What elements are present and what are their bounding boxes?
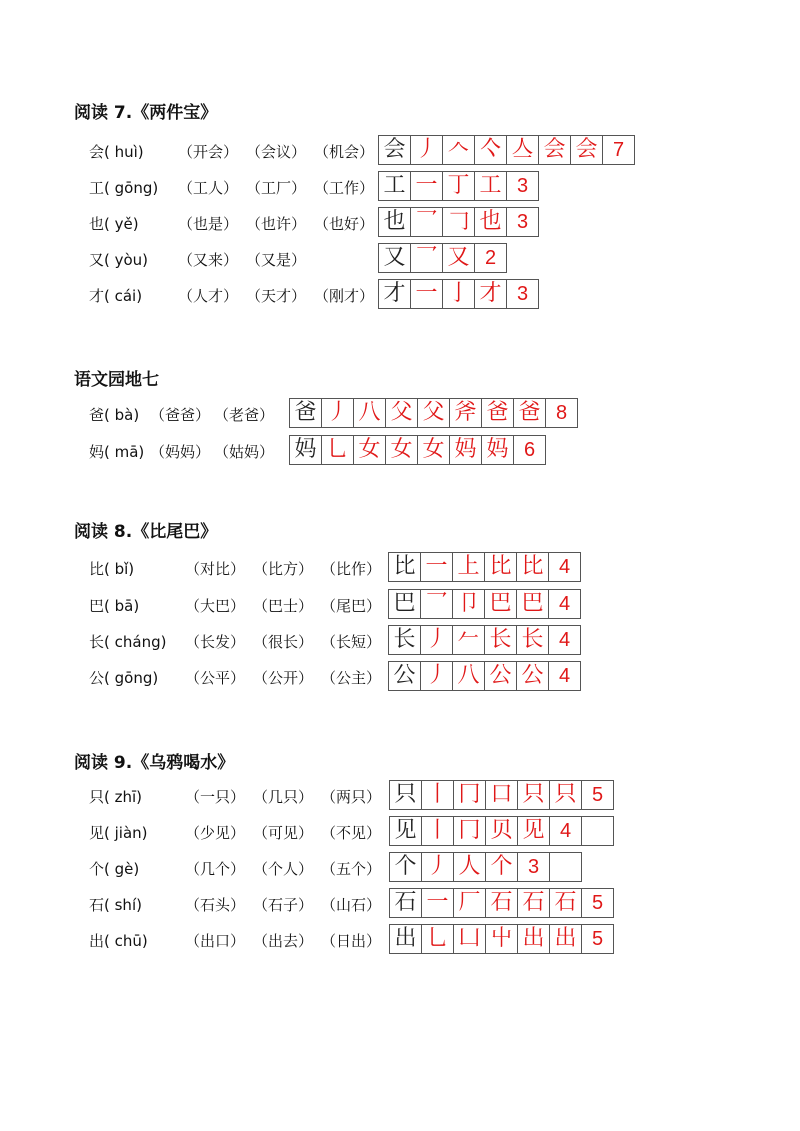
example-word: （开会） — [178, 143, 239, 161]
example-word: （也是） — [178, 215, 239, 233]
character-row — [0, 780, 800, 812]
stroke-step-cell: 乛 — [411, 207, 443, 237]
model-character-cell: 出 — [390, 924, 422, 954]
model-character-cell: 见 — [390, 816, 422, 846]
stroke-order-grid — [388, 661, 581, 691]
stroke-order-grid — [378, 171, 539, 201]
example-word: （出口） — [185, 932, 246, 950]
stroke-step-cell: 人 — [454, 852, 486, 882]
stroke-step-cell: 屮 — [486, 924, 518, 954]
stroke-step-cell: 出 — [550, 924, 582, 954]
stroke-step-cell: 比 — [517, 552, 549, 582]
example-word: （又来） — [178, 251, 239, 269]
stroke-step-cell: 卩 — [453, 589, 485, 619]
stroke-order-grid — [389, 924, 614, 954]
stroke-step-cell: 又 — [443, 243, 475, 273]
stroke-step-cell: 女 — [418, 435, 450, 465]
stroke-step-cell: 贝 — [486, 816, 518, 846]
character-row — [0, 207, 800, 239]
stroke-order-grid — [378, 207, 539, 237]
example-words — [185, 894, 389, 915]
stroke-step-cell: 八 — [354, 398, 386, 428]
stroke-count-cell: 3 — [507, 171, 539, 201]
example-words — [178, 249, 314, 270]
character-row — [0, 852, 800, 884]
model-character-cell: 会 — [379, 135, 411, 165]
character-pinyin-label: 也( yě) — [89, 215, 139, 233]
model-character-cell: 工 — [379, 171, 411, 201]
example-word: （人才） — [178, 287, 239, 305]
example-word: （山石） — [321, 896, 382, 914]
example-word: （五个） — [321, 860, 382, 878]
example-word: （也许） — [246, 215, 307, 233]
stroke-step-cell: 会 — [571, 135, 603, 165]
stroke-step-cell: 一 — [422, 888, 454, 918]
stroke-step-cell: 一 — [411, 171, 443, 201]
example-word: （天才） — [246, 287, 307, 305]
example-words — [185, 822, 389, 843]
character-row — [0, 279, 800, 311]
character-pinyin-label: 个( gè) — [89, 860, 140, 878]
stroke-step-cell: 厂 — [454, 888, 486, 918]
character-row — [0, 924, 800, 956]
example-word: （爸爸） — [150, 406, 211, 424]
stroke-step-cell: 会 — [539, 135, 571, 165]
example-word: （石子） — [253, 896, 314, 914]
stroke-step-cell: 石 — [486, 888, 518, 918]
example-words — [185, 595, 389, 616]
character-pinyin-label: 出( chū) — [89, 932, 148, 950]
example-words — [185, 558, 389, 579]
example-word: （少见） — [185, 824, 246, 842]
character-pinyin-label: 会( huì) — [89, 143, 144, 161]
stroke-step-cell: 公 — [485, 661, 517, 691]
stroke-count-cell: 5 — [582, 888, 614, 918]
stroke-order-grid — [389, 852, 582, 882]
model-character-cell: 爸 — [290, 398, 322, 428]
character-pinyin-label: 又( yòu) — [89, 251, 149, 269]
section-title: 阅读 8.《比尾巴》 — [74, 522, 218, 542]
character-pinyin-label: 妈( mā) — [89, 443, 145, 461]
stroke-order-grid — [289, 435, 546, 465]
stroke-step-cell: 丿 — [322, 398, 354, 428]
stroke-order-grid — [378, 243, 507, 273]
stroke-step-cell: 长 — [517, 625, 549, 655]
character-row — [0, 589, 800, 621]
stroke-step-cell: 个 — [486, 852, 518, 882]
example-word: （比方） — [253, 560, 314, 578]
example-words — [185, 786, 389, 807]
stroke-step-cell: 乚 — [422, 924, 454, 954]
example-word: （机会） — [314, 143, 375, 161]
stroke-order-grid — [378, 135, 635, 165]
model-character-cell: 石 — [390, 888, 422, 918]
example-words — [150, 404, 278, 425]
stroke-step-cell: 巴 — [517, 589, 549, 619]
example-word: （尾巴） — [321, 597, 382, 615]
character-row — [0, 888, 800, 920]
stroke-count-cell: 4 — [549, 625, 581, 655]
model-character-cell: 比 — [389, 552, 421, 582]
character-row — [0, 816, 800, 848]
stroke-step-cell: 女 — [354, 435, 386, 465]
section-title: 阅读 7.《两件宝》 — [74, 103, 218, 123]
stroke-count-cell: 4 — [549, 552, 581, 582]
example-word: （几个） — [185, 860, 246, 878]
stroke-count-cell: 3 — [518, 852, 550, 882]
example-words — [178, 177, 382, 198]
model-character-cell: 个 — [390, 852, 422, 882]
example-word: （刚才） — [314, 287, 375, 305]
example-word: （老爸） — [214, 406, 275, 424]
stroke-order-grid — [378, 279, 539, 309]
example-word: （比作） — [321, 560, 382, 578]
empty-cell — [582, 816, 614, 846]
stroke-step-cell: 上 — [453, 552, 485, 582]
stroke-step-cell: 也 — [475, 207, 507, 237]
stroke-step-cell: 丁 — [443, 171, 475, 201]
model-character-cell: 只 — [390, 780, 422, 810]
example-word: （公开） — [253, 669, 314, 687]
stroke-count-cell: 6 — [514, 435, 546, 465]
stroke-step-cell: 才 — [475, 279, 507, 309]
example-word: （个人） — [253, 860, 314, 878]
stroke-step-cell: 石 — [518, 888, 550, 918]
stroke-count-cell: 8 — [546, 398, 578, 428]
model-character-cell: 长 — [389, 625, 421, 655]
model-character-cell: 才 — [379, 279, 411, 309]
example-word: （日出） — [321, 932, 382, 950]
example-word: （又是） — [246, 251, 307, 269]
character-pinyin-label: 长( cháng) — [89, 633, 167, 651]
character-pinyin-label: 爸( bà) — [89, 406, 140, 424]
example-words — [178, 141, 382, 162]
stroke-step-cell: 口 — [486, 780, 518, 810]
example-word: （几只） — [253, 788, 314, 806]
stroke-count-cell: 4 — [549, 589, 581, 619]
stroke-step-cell: 丿 — [411, 135, 443, 165]
stroke-step-cell: 长 — [485, 625, 517, 655]
stroke-count-cell: 4 — [550, 816, 582, 846]
character-row — [0, 661, 800, 693]
stroke-step-cell: 见 — [518, 816, 550, 846]
stroke-step-cell: 一 — [421, 552, 453, 582]
stroke-step-cell: 亼 — [507, 135, 539, 165]
stroke-step-cell: 凵 — [454, 924, 486, 954]
stroke-count-cell: 3 — [507, 279, 539, 309]
example-word: （工厂） — [246, 179, 307, 197]
stroke-step-cell: 丿 — [421, 625, 453, 655]
stroke-step-cell: 公 — [517, 661, 549, 691]
example-word: （也好） — [314, 215, 375, 233]
stroke-count-cell: 7 — [603, 135, 635, 165]
example-words — [185, 930, 389, 951]
stroke-order-grid — [389, 780, 614, 810]
stroke-step-cell: 父 — [418, 398, 450, 428]
character-pinyin-label: 只( zhī) — [89, 788, 143, 806]
stroke-step-cell: 斧 — [450, 398, 482, 428]
character-pinyin-label: 见( jiàn) — [89, 824, 148, 842]
stroke-order-grid — [389, 816, 614, 846]
example-word: （工人） — [178, 179, 239, 197]
stroke-step-cell: 丿 — [421, 661, 453, 691]
stroke-step-cell: 乛 — [421, 589, 453, 619]
model-character-cell: 妈 — [290, 435, 322, 465]
model-character-cell: 公 — [389, 661, 421, 691]
example-word: （长短） — [321, 633, 382, 651]
character-row — [0, 625, 800, 657]
example-word: （会议） — [246, 143, 307, 161]
example-word: （一只） — [185, 788, 246, 806]
stroke-order-grid — [389, 888, 614, 918]
stroke-step-cell: 𠆢 — [443, 135, 475, 165]
stroke-order-grid — [388, 552, 581, 582]
section-title: 阅读 9.《乌鸦喝水》 — [74, 753, 235, 773]
example-word: （石头） — [185, 896, 246, 914]
stroke-step-cell: 亽 — [475, 135, 507, 165]
character-pinyin-label: 巴( bā) — [89, 597, 140, 615]
character-row — [0, 171, 800, 203]
character-pinyin-label: 比( bǐ) — [89, 560, 135, 578]
stroke-order-grid — [388, 625, 581, 655]
character-pinyin-label: 工( gōng) — [89, 179, 159, 197]
stroke-count-cell: 5 — [582, 924, 614, 954]
stroke-step-cell: 出 — [518, 924, 550, 954]
stroke-step-cell: 石 — [550, 888, 582, 918]
character-row — [0, 398, 800, 430]
stroke-order-grid — [289, 398, 578, 428]
stroke-step-cell: 只 — [550, 780, 582, 810]
section-title: 语文园地七 — [74, 370, 159, 390]
character-pinyin-label: 公( gōng) — [89, 669, 159, 687]
stroke-step-cell: 八 — [453, 661, 485, 691]
example-word: （出去） — [253, 932, 314, 950]
stroke-step-cell: 冂 — [454, 780, 486, 810]
example-word: （工作） — [314, 179, 375, 197]
model-character-cell: 巴 — [389, 589, 421, 619]
stroke-step-cell: 乚 — [322, 435, 354, 465]
empty-cell — [550, 852, 582, 882]
stroke-step-cell: 巴 — [485, 589, 517, 619]
stroke-count-cell: 2 — [475, 243, 507, 273]
example-word: （很长） — [253, 633, 314, 651]
stroke-step-cell: 亅 — [443, 279, 475, 309]
example-word: （两只） — [321, 788, 382, 806]
stroke-step-cell: 乛 — [411, 243, 443, 273]
stroke-step-cell: 爸 — [482, 398, 514, 428]
example-word: （姑妈） — [214, 443, 275, 461]
stroke-step-cell: 女 — [386, 435, 418, 465]
character-pinyin-label: 才( cái) — [89, 287, 143, 305]
example-word: （长发） — [185, 633, 246, 651]
example-word: （对比） — [185, 560, 246, 578]
example-word: （妈妈） — [150, 443, 211, 461]
example-words — [178, 285, 382, 306]
character-row — [0, 552, 800, 584]
stroke-step-cell: 丨 — [422, 816, 454, 846]
stroke-step-cell: 比 — [485, 552, 517, 582]
stroke-step-cell: 妈 — [450, 435, 482, 465]
stroke-step-cell: 父 — [386, 398, 418, 428]
stroke-order-grid — [388, 589, 581, 619]
stroke-step-cell: 冂 — [454, 816, 486, 846]
example-word: （大巴） — [185, 597, 246, 615]
stroke-step-cell: 只 — [518, 780, 550, 810]
stroke-step-cell: 丨 — [422, 780, 454, 810]
example-words — [185, 858, 389, 879]
stroke-step-cell: 𠃌 — [443, 207, 475, 237]
stroke-step-cell: 𠂉 — [453, 625, 485, 655]
example-words — [150, 441, 278, 462]
example-words — [178, 213, 382, 234]
character-row — [0, 435, 800, 467]
example-words — [185, 667, 389, 688]
stroke-step-cell: 工 — [475, 171, 507, 201]
character-row — [0, 135, 800, 167]
model-character-cell: 又 — [379, 243, 411, 273]
example-word: （不见） — [321, 824, 382, 842]
stroke-step-cell: 一 — [411, 279, 443, 309]
example-words — [185, 631, 389, 652]
example-word: （巴士） — [253, 597, 314, 615]
stroke-step-cell: 丿 — [422, 852, 454, 882]
character-pinyin-label: 石( shí) — [89, 896, 142, 914]
character-row — [0, 243, 800, 275]
stroke-count-cell: 5 — [582, 780, 614, 810]
example-word: （公主） — [321, 669, 382, 687]
stroke-step-cell: 爸 — [514, 398, 546, 428]
example-word: （公平） — [185, 669, 246, 687]
stroke-step-cell: 妈 — [482, 435, 514, 465]
example-word: （可见） — [253, 824, 314, 842]
stroke-count-cell: 3 — [507, 207, 539, 237]
stroke-count-cell: 4 — [549, 661, 581, 691]
model-character-cell: 也 — [379, 207, 411, 237]
